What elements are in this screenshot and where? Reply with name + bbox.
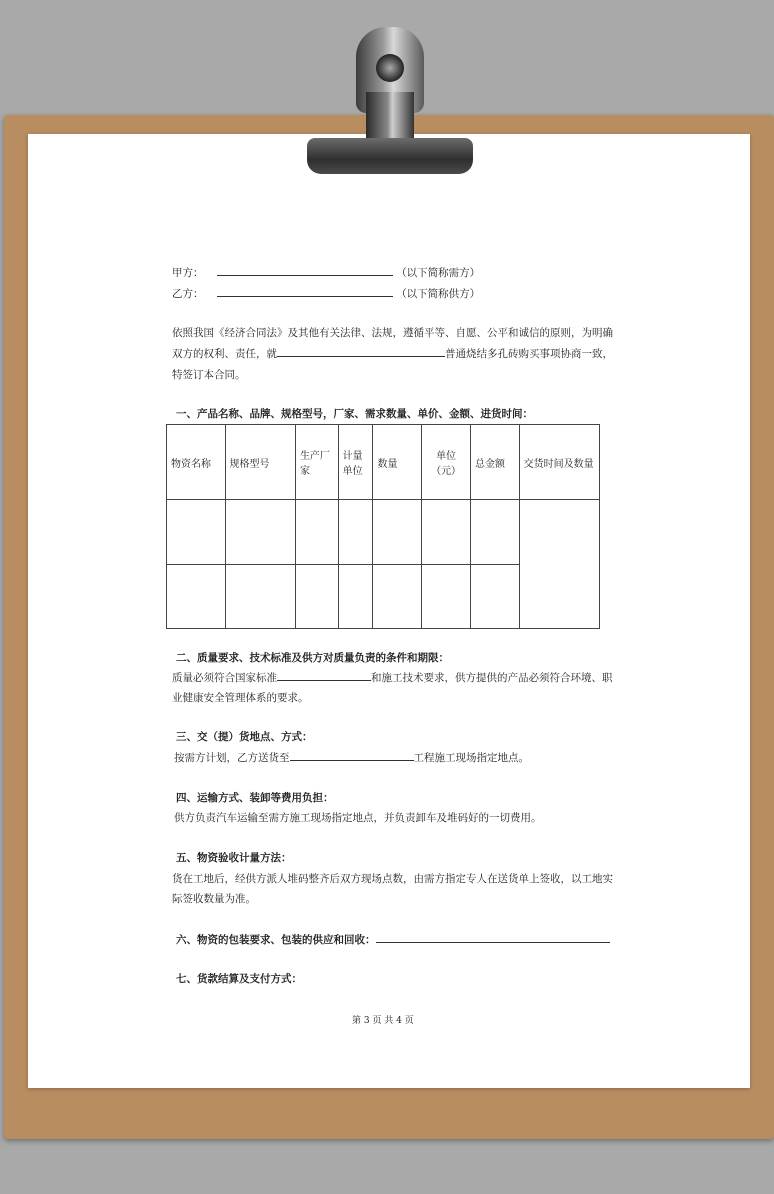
intro-line-2-post: 普通烧结多孔砖购买事项协商一致， (445, 348, 613, 360)
party-a-note: （以下简称需方） (396, 267, 481, 279)
section-5-title: 五、物资验收计量方法： (176, 852, 292, 864)
s3-line-pre: 按需方计划，乙方送货至 (174, 752, 290, 764)
table-cell[interactable] (373, 500, 422, 565)
table-cell[interactable] (471, 564, 520, 629)
section-2-line-2: 业健康安全管理体系的要求。 (172, 692, 309, 704)
s2-line-1-pre: 质量必须符合国家标准 (172, 672, 277, 684)
party-b-blank[interactable] (217, 286, 393, 297)
table-cell[interactable] (167, 564, 226, 629)
table-cell[interactable] (167, 500, 226, 565)
binder-clip-neck (366, 92, 414, 142)
binder-clip-hole (376, 54, 404, 82)
table-cell[interactable] (225, 500, 295, 565)
party-b-note: （以下简称供方） (396, 288, 481, 300)
section-6-title: 六、物资的包装要求、包装的供应和回收： (176, 934, 376, 946)
header-cell: 总金额 (471, 425, 520, 500)
table-cell[interactable] (295, 564, 338, 629)
intro-line-2 (172, 346, 613, 361)
section-4-line: 供方负责汽车运输至需方施工现场指定地点，并负责卸车及堆码好的一切费用。 (174, 812, 542, 824)
page-number: 第 3 页 共 4 页 (352, 1016, 414, 1026)
intro-line-3: 特签订本合同。 (172, 369, 246, 381)
intro-line-2-pre: 双方的权利、责任，就 (172, 348, 277, 360)
header-cell: 数量 (373, 425, 422, 500)
table-header-row (167, 425, 600, 500)
party-a-blank[interactable] (217, 265, 393, 276)
table-cell[interactable] (471, 500, 520, 565)
party-a-row (172, 265, 480, 280)
table-cell[interactable] (225, 564, 295, 629)
table-cell[interactable] (422, 564, 471, 629)
party-b-row (172, 286, 480, 301)
goods-table (166, 424, 600, 629)
binder-clip-base (307, 138, 473, 174)
table-cell-delivery[interactable] (519, 500, 599, 629)
intro-project-blank[interactable] (277, 346, 445, 357)
party-b-label: 乙方： (172, 288, 204, 300)
packaging-blank[interactable] (376, 932, 610, 943)
section-1-title: 一、产品名称、品牌、规格型号，厂家、需求数量、单价、金额、进货时间： (176, 408, 533, 420)
section-5-line-1: 货在工地后，经供方派人堆码整齐后双方现场点数，由需方指定专人在送货单上签收，以工地实 (172, 873, 613, 885)
section-4-title: 四、运输方式、装卸等费用负担： (176, 792, 334, 804)
table-cell[interactable] (338, 564, 373, 629)
header-cell: 计量单位 (338, 425, 373, 500)
section-5-line-2: 际签收数量为准。 (172, 893, 256, 905)
s2-line-1-post: 和施工技术要求，供方提供的产品必须符合环境、职 (371, 672, 613, 684)
section-2-line-1 (172, 670, 613, 685)
header-cell: 单位（元） (422, 425, 471, 500)
header-cell: 规格型号 (225, 425, 295, 500)
table-cell[interactable] (422, 500, 471, 565)
national-standard-blank[interactable] (277, 670, 371, 681)
header-cell: 交货时间及数量 (519, 425, 599, 500)
section-6-row (176, 932, 610, 947)
section-7-title: 七、货款结算及支付方式： (176, 973, 302, 985)
header-cell: 物资名称 (167, 425, 226, 500)
intro-line-1: 依照我国《经济合同法》及其他有关法律、法规，遵循平等、自愿、公平和诚信的原则，为明确 (172, 327, 613, 339)
table-cell[interactable] (295, 500, 338, 565)
section-2-title: 二、质量要求、技术标准及供方对质量负责的条件和期限： (176, 652, 449, 664)
section-3-title: 三、交（提）货地点、方式： (176, 731, 313, 743)
delivery-site-blank[interactable] (290, 750, 414, 761)
table-cell[interactable] (338, 500, 373, 565)
s3-line-post: 工程施工现场指定地点。 (413, 752, 529, 764)
section-3-line (174, 750, 529, 765)
header-cell: 生产厂家 (295, 425, 338, 500)
table-cell[interactable] (373, 564, 422, 629)
table-row (167, 500, 600, 565)
party-a-label: 甲方： (172, 267, 204, 279)
